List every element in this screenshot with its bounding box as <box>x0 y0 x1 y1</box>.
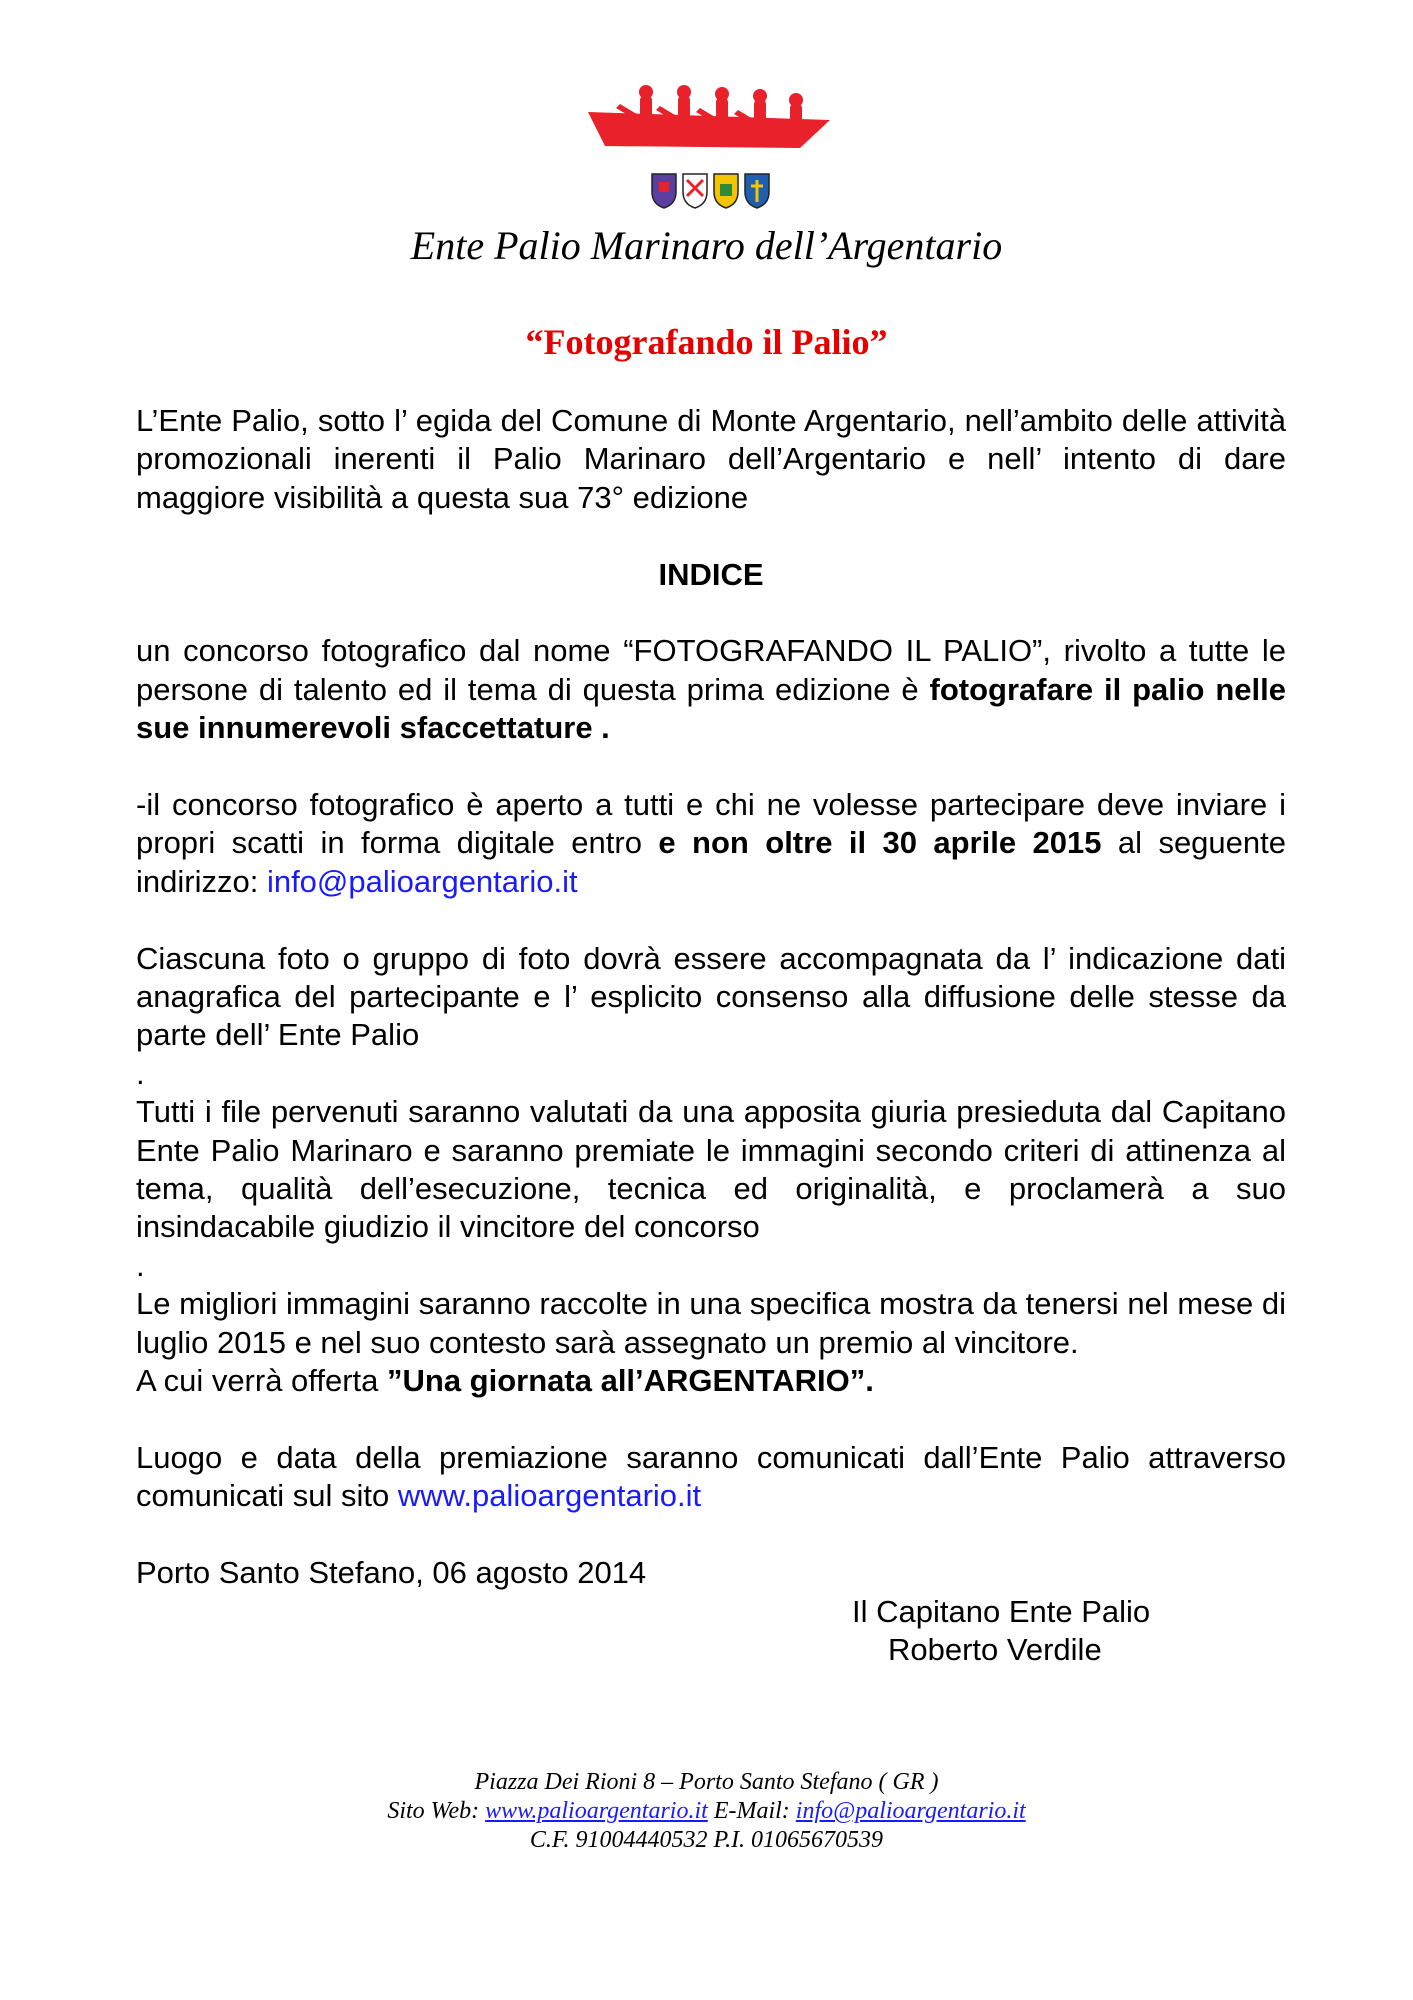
rowing-boat-logo-icon <box>588 85 830 148</box>
contest-paragraph: un concorso fotografico dal nome “FOTOGRAFANDO IL PALIO”, rivolto a tutte le persone di talento ed il tema di questa prima edizione è fotografare il palio nelle sue innumerevoli sfaccettature . <box>136 633 1286 746</box>
header-logo <box>0 0 1413 230</box>
footer <box>0 1768 1413 1855</box>
document-title: “Fotografando il Palio” <box>525 322 888 362</box>
consent-paragraph: Ciascuna foto o gruppo di foto dovrà essere accompagnata da l’ indicazione dati anagrafica del partecipante e l’ esplicito consenso alla diffusione delle stesse da parte dell’ Ente Palio <box>136 940 1286 1053</box>
letter-body <box>136 402 1286 1669</box>
organization-name: Ente Palio Marinaro dell’Argentario <box>410 223 1003 268</box>
submission-paragraph: -il concorso fotografico è aperto a tutti e chi ne volesse partecipare deve inviare i propri scatti in forma digitale entro e non oltre il 30 aprile 2015 al seguente indirizzo: info@palioargentario.it <box>136 787 1287 899</box>
footer-fiscal: C.F. 91004440532 P.I. 01065670539 <box>529 1827 884 1853</box>
email-link[interactable]: info@palioargentario.it <box>266 863 578 899</box>
website-link[interactable]: www.palioargentario.it <box>397 1478 702 1514</box>
footer-address: Piazza Dei Rioni 8 – Porto Santo Stefano ( GR ) <box>474 1769 939 1795</box>
footer-contacts: Sito Web: www.palioargentario.it E-Mail: info@palioargentario.it <box>387 1798 1026 1824</box>
crest-icon <box>683 174 707 208</box>
signature-name: Roberto Verdile <box>888 1631 1102 1667</box>
crest-icon <box>714 174 738 208</box>
indice-heading: INDICE <box>658 556 764 592</box>
intro-paragraph: L’Ente Palio, sotto l’ egida del Comune di Monte Argentario, nell’ambito delle attività promozionali inerenti il Palio Marinaro dell’Argentario e nell’ intento di dare maggiore visibilità a questa sua 73° edizione <box>136 403 1286 515</box>
footer-email-link[interactable]: info@palioargentario.it <box>795 1798 1026 1824</box>
separator-dot: . <box>136 1247 145 1283</box>
signature-role: Il Capitano Ente Palio <box>852 1593 1151 1629</box>
crest-icon <box>652 174 676 208</box>
separator-dot: . <box>136 1055 145 1091</box>
prize-paragraph: A cui verrà offerta ”Una giornata all’ARGENTARIO”. <box>136 1363 874 1399</box>
footer-website-link[interactable]: www.palioargentario.it <box>485 1798 708 1824</box>
jury-paragraph: Tutti i file pervenuti saranno valutati da una apposita giuria presieduta dal Capitano Ente Palio Marinaro e saranno premiate le immagini secondo criteri di attinenza al tema, qualità dell’esecuzione, tecnica ed originalità, e proclamerà a suo insindacabile giudizio il vincitore del concorso <box>136 1094 1286 1245</box>
exhibition-paragraph: Le migliori immagini saranno raccolte in una specifica mostra da tenersi nel mese di luglio 2015 e nel suo contesto sarà assegnato un premio al vincitore. <box>136 1286 1286 1360</box>
award-paragraph: Luogo e data della premiazione saranno comunicati dall’Ente Palio attraverso comunicati sul sito www.palioargentario.it <box>136 1439 1286 1514</box>
place-date: Porto Santo Stefano, 06 agosto 2014 <box>136 1555 647 1591</box>
crest-icon <box>745 174 769 208</box>
